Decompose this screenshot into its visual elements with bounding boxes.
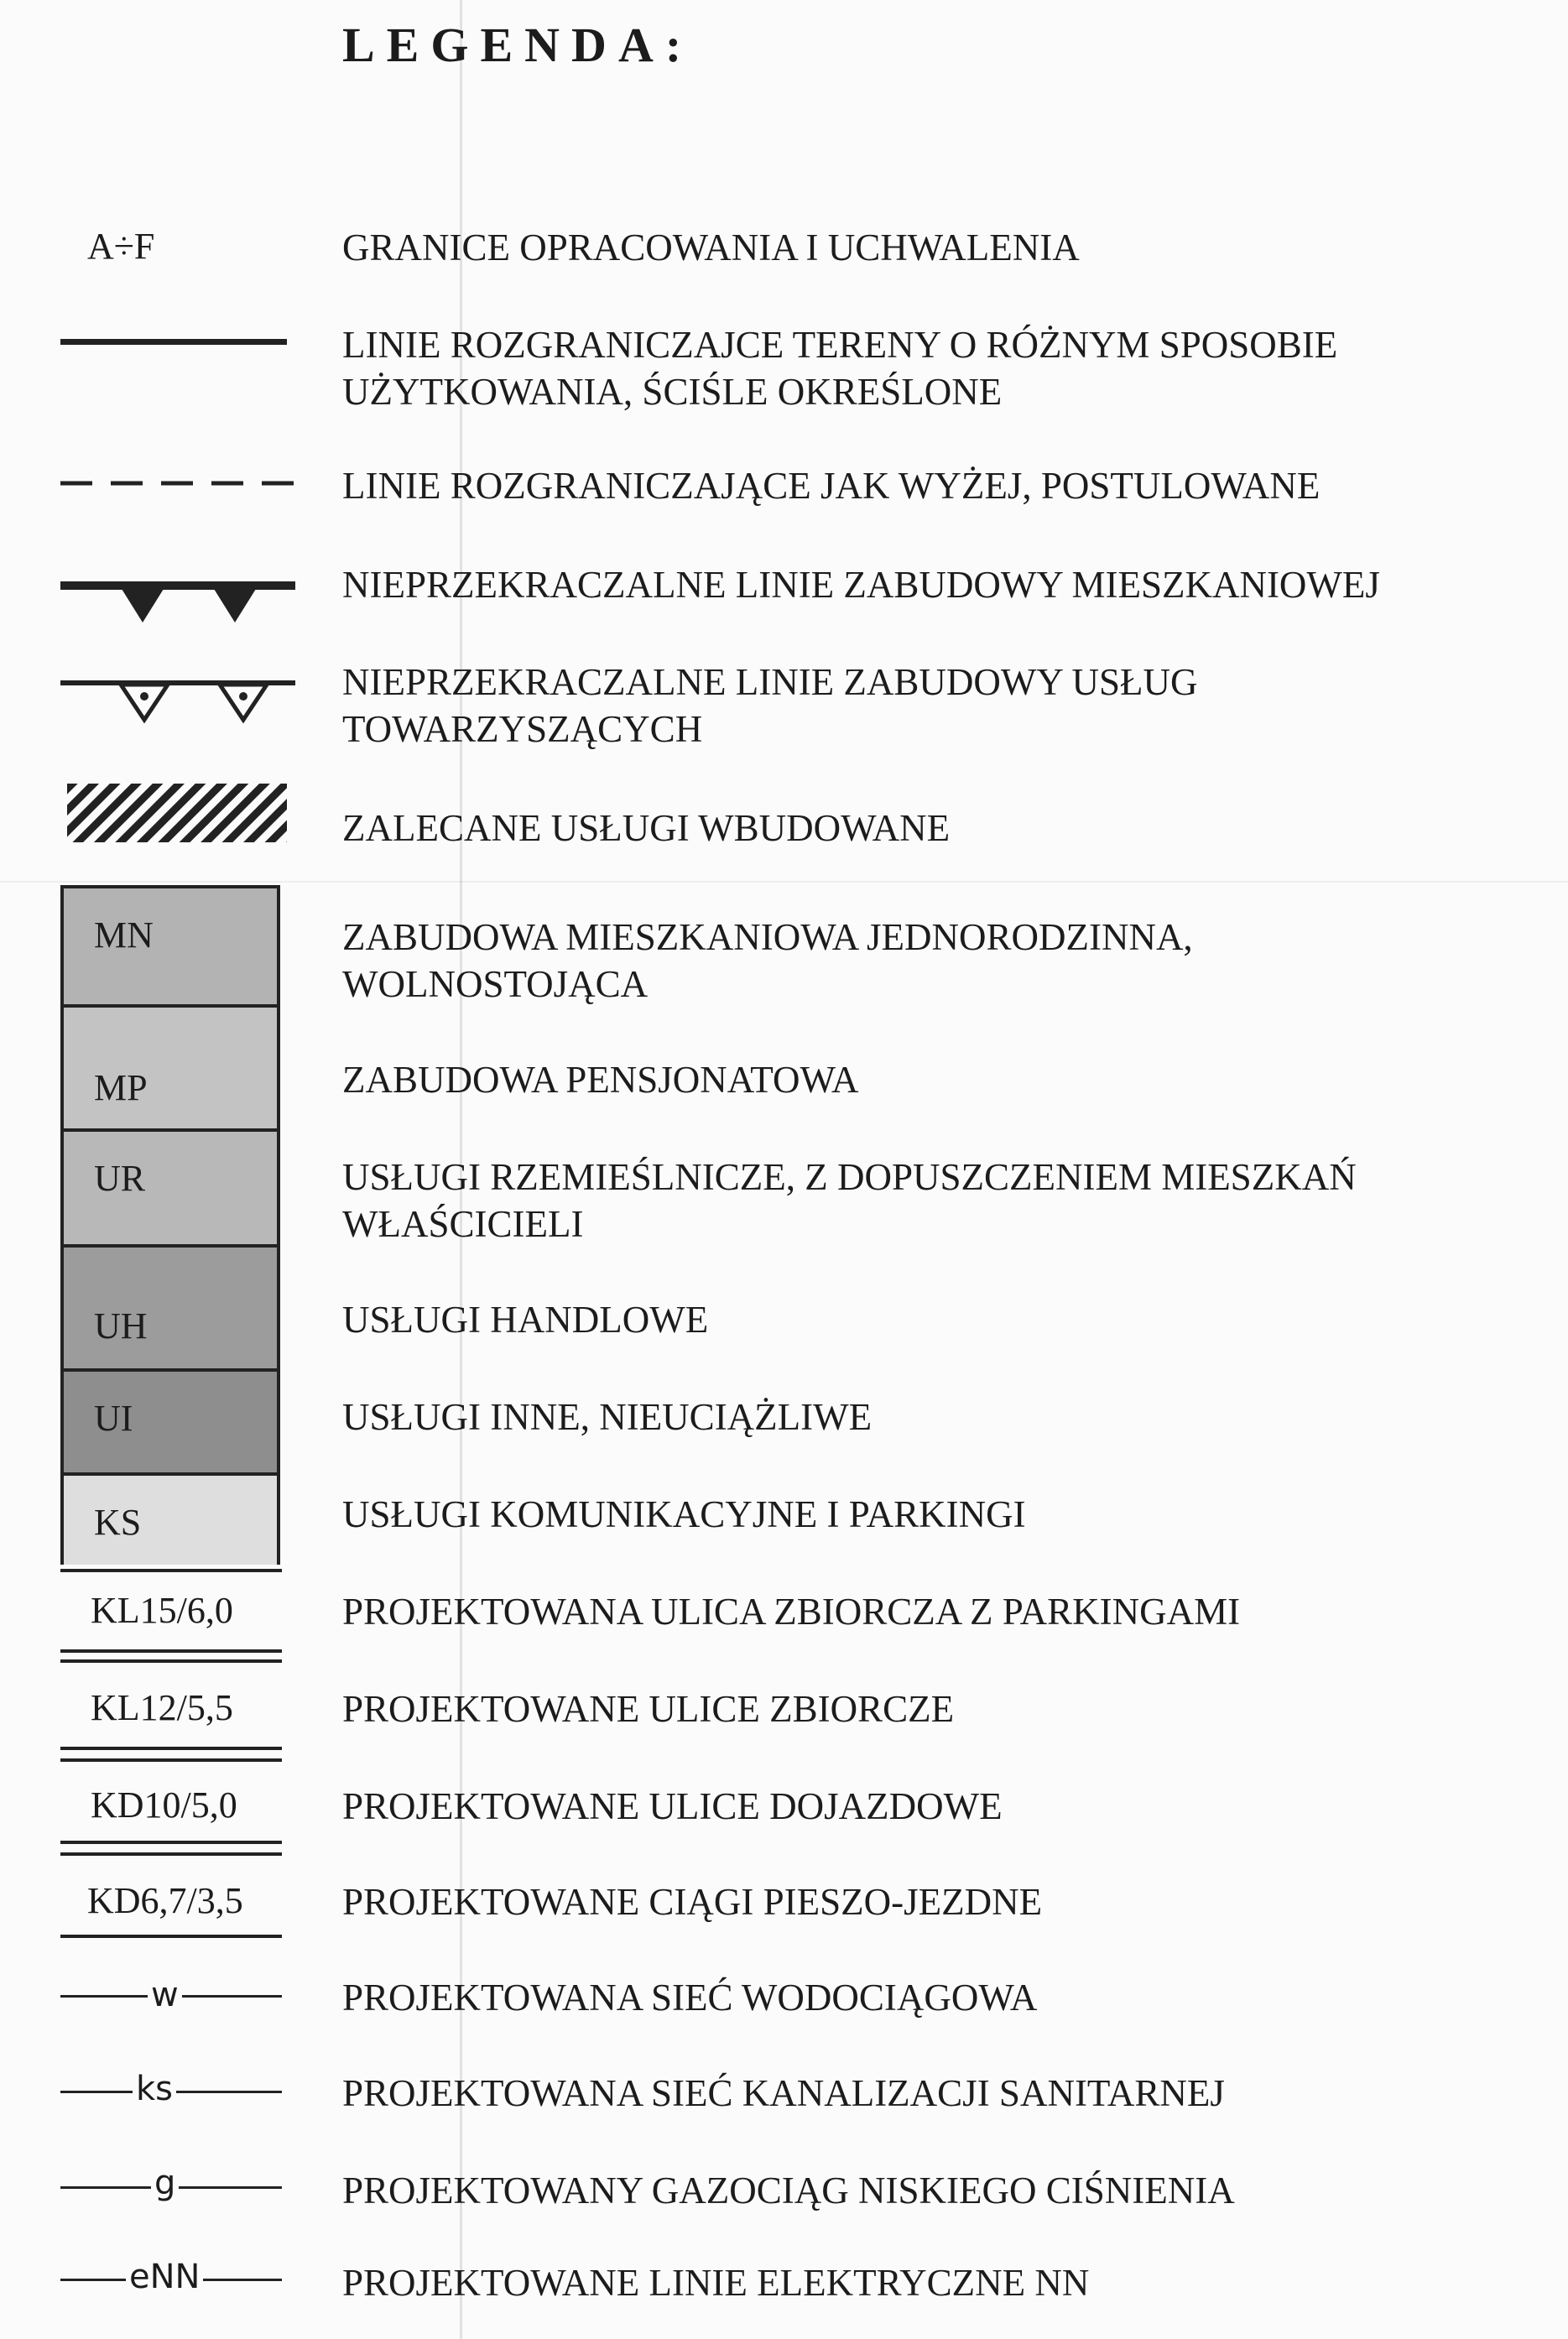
street-rule — [60, 1747, 282, 1750]
legend-text-mn-1: ZABUDOWA MIESZKANIOWA JEDNORODZINNA, — [342, 916, 1193, 958]
legend-text-sewer: PROJEKTOWANA SIEĆ KANALIZACJI SANITARNEJ — [342, 2072, 1225, 2114]
legend-text-services-line-2: TOWARZYSZĄCYCH — [342, 708, 703, 750]
legend-text-kl12: PROJEKTOWANE ULICE ZBIORCZE — [342, 1688, 955, 1730]
street-rule — [60, 1852, 282, 1856]
swatch-ur — [64, 1132, 277, 1248]
legend-text-uh: USŁUGI HANDLOWE — [342, 1299, 709, 1341]
solid-line-icon — [60, 339, 287, 345]
legend-text-kd67: PROJEKTOWANE CIĄGI PIESZO-JEZDNE — [342, 1881, 1043, 1923]
swatch-ui — [64, 1372, 277, 1476]
swatch-label-mn: MN — [94, 914, 154, 956]
street-rule — [60, 1758, 282, 1762]
legend-text-water: PROJEKTOWANA SIEĆ WODOCIĄGOWA — [342, 1977, 1038, 2019]
legend-text-mp: ZABUDOWA PENSJONATOWA — [342, 1059, 859, 1101]
legend-text-kl15: PROJEKTOWANA ULICA ZBIORCZA Z PARKINGAMI — [342, 1591, 1241, 1633]
street-rule — [60, 1569, 282, 1572]
legend-text-solid-line-1: LINIE ROZGRANICZAJCE TERENY O RÓŻNYM SPOSOBIE — [342, 324, 1338, 366]
swatch-label-uh: UH — [94, 1305, 148, 1347]
hatched-bar-icon — [67, 784, 287, 842]
symbol-power: eNN — [126, 2260, 203, 2294]
legend-text-dashed-line: LINIE ROZGRANICZAJĄCE JAK WYŻEJ, POSTULOWANE — [342, 465, 1321, 507]
legend-text-ur-2: WŁAŚCICIELI — [342, 1203, 584, 1245]
building-line-filled-triangles-icon — [60, 572, 295, 631]
legend-text-services-line-1: NIEPRZEKRACZALNE LINIE ZABUDOWY USŁUG — [342, 661, 1198, 703]
swatch-uh — [64, 1248, 277, 1372]
swatch-mp — [64, 1008, 277, 1132]
paper-fold-horizontal — [0, 881, 1568, 883]
street-rule — [60, 1935, 282, 1938]
street-rule — [60, 1649, 282, 1653]
swatch-label-mp: MP — [94, 1067, 148, 1108]
legend-text-mn-2: WOLNOSTOJĄCA — [342, 963, 649, 1005]
legend-text-power: PROJEKTOWANE LINIE ELEKTRYCZNE NN — [342, 2262, 1090, 2304]
street-rule — [60, 1841, 282, 1844]
building-line-hollow-triangles-icon — [60, 671, 295, 730]
symbol-a-f: A÷F — [87, 226, 155, 267]
dashed-line-icon — [60, 478, 295, 488]
legend-text-ks: USŁUGI KOMUNIKACYJNE I PARKINGI — [342, 1493, 1026, 1535]
legend-text-kd10: PROJEKTOWANE ULICE DOJAZDOWE — [342, 1785, 1003, 1827]
legend-text-solid-line-2: UŻYTKOWANIA, ŚCIŚLE OKREŚLONE — [342, 371, 1003, 413]
swatch-label-ur: UR — [94, 1158, 146, 1199]
symbol-kl12: KL12/5,5 — [91, 1687, 233, 1728]
symbol-kd10: KD10/5,0 — [91, 1784, 237, 1826]
legend-text-residential-line: NIEPRZEKRACZALNE LINIE ZABUDOWY MIESZKANIOWEJ — [342, 564, 1380, 606]
symbol-kd67: KD6,7/3,5 — [87, 1880, 243, 1921]
legend-text-ui: USŁUGI INNE, NIEUCIĄŻLIWE — [342, 1396, 873, 1438]
symbol-kl15: KL15/6,0 — [91, 1590, 233, 1631]
swatch-label-ui: UI — [94, 1398, 133, 1439]
legend-text-built-in-services: ZALECANE USŁUGI WBUDOWANE — [342, 807, 951, 849]
land-use-swatches — [60, 885, 280, 1565]
legend-text-boundaries: GRANICE OPRACOWANIA I UCHWALENIA — [342, 227, 1080, 268]
swatch-ks — [64, 1476, 277, 1565]
symbol-gas: g — [151, 2166, 179, 2200]
swatch-label-ks: KS — [94, 1502, 142, 1543]
legend-text-ur-1: USŁUGI RZEMIEŚLNICZE, Z DOPUSZCZENIEM MIESZKAŃ — [342, 1156, 1357, 1198]
street-rule — [60, 1659, 282, 1663]
legend-text-gas: PROJEKTOWANY GAZOCIĄG NISKIEGO CIŚNIENIA — [342, 2170, 1235, 2211]
symbol-water: w — [148, 1978, 182, 2012]
swatch-mn — [64, 888, 277, 1008]
legend-title: LEGENDA: — [342, 18, 694, 72]
symbol-sewer: ks — [133, 2072, 176, 2106]
